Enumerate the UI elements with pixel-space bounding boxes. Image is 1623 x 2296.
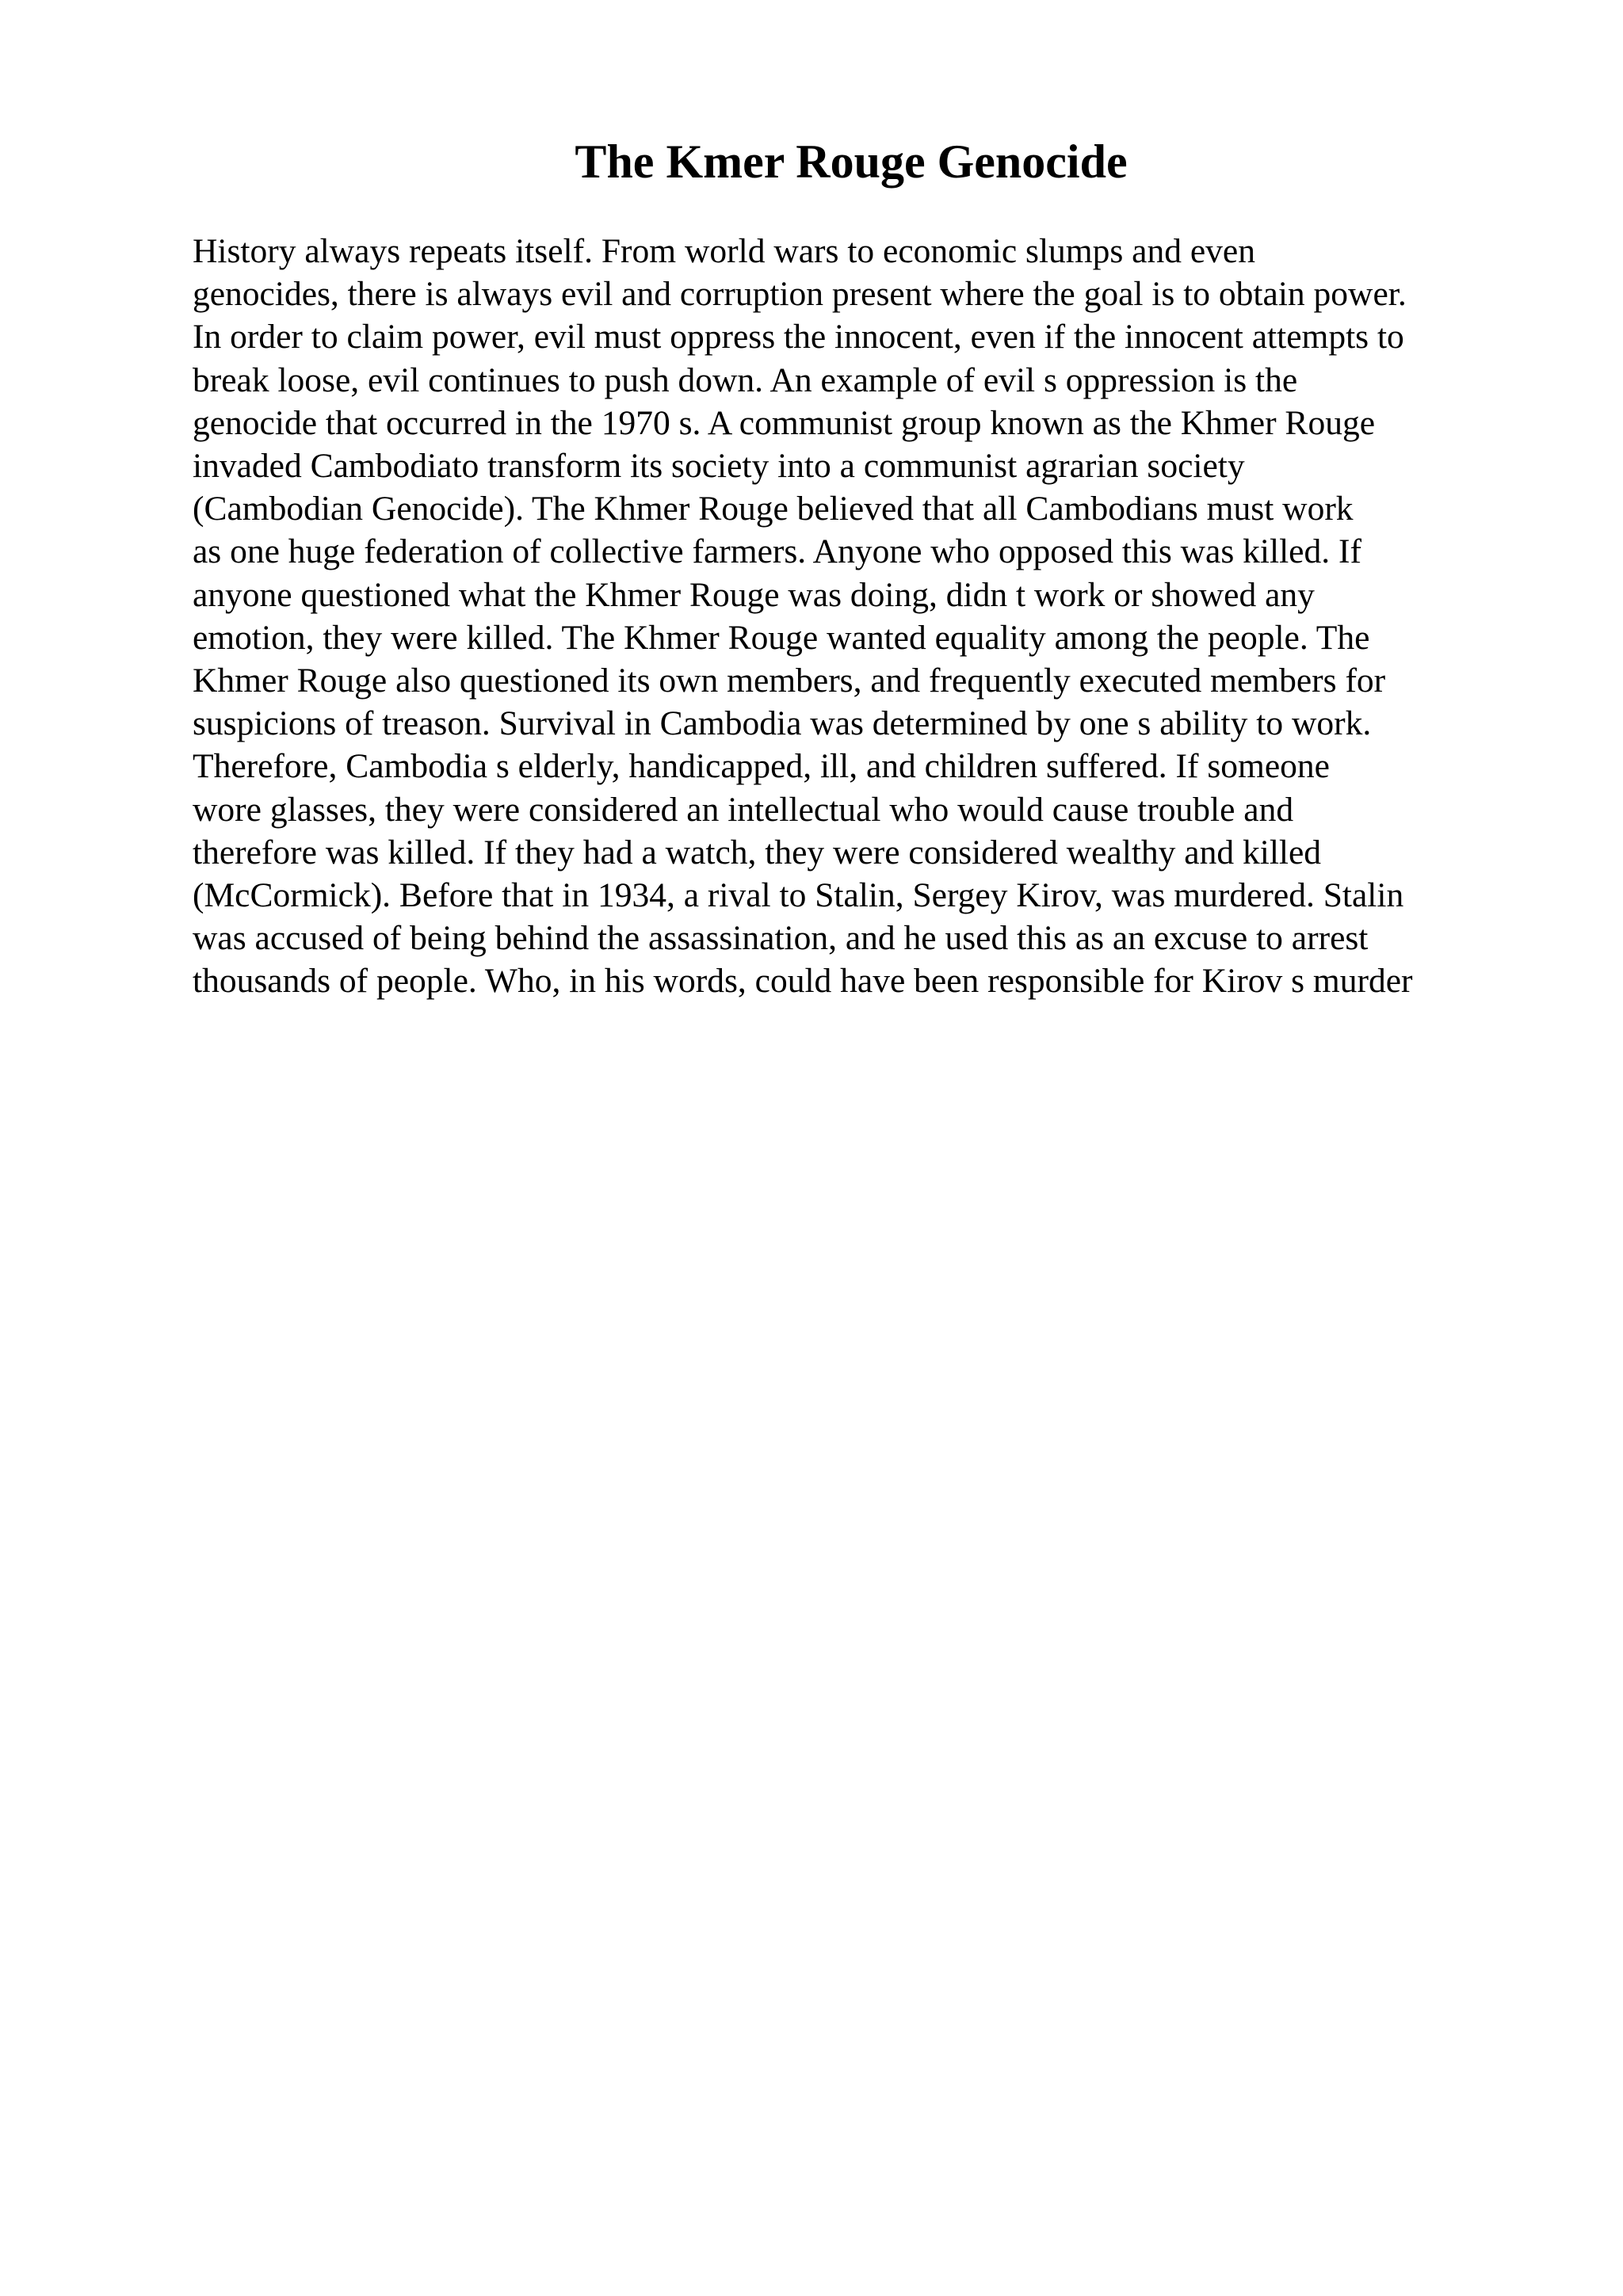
text-line: Therefore, Cambodia s elderly, handicapped, ill, and children suffered. If someone (193, 747, 1330, 786)
text-line: therefore was killed. If they had a watch, they were considered wealthy and killed (193, 833, 1322, 871)
text-line: break loose, evil continues to push down. An example of evil s oppression is the (193, 360, 1298, 399)
text-line: was accused of being behind the assassination, and he used this as an excuse to arrest (193, 919, 1369, 958)
text-line: anyone questioned what the Khmer Rouge was doing, didn t work or showed any (193, 575, 1315, 614)
text-line: suspicions of treason. Survival in Cambodia was determined by one s ability to work. (193, 704, 1372, 743)
text-line: (McCormick). Before that in 1934, a rival to Stalin, Sergey Kirov, was murdered. Stalin (193, 876, 1404, 915)
text-line: invaded Cambodiato transform its society into a communist agrarian society (193, 447, 1245, 486)
text-line: Khmer Rouge also questioned its own members, and frequently executed members for (193, 662, 1386, 700)
document-title: The Kmer Rouge Genocide (575, 135, 1128, 188)
text-line: History always repeats itself. From world wars to economic slumps and even (193, 232, 1255, 270)
text-line: wore glasses, they were considered an intellectual who would cause trouble and (193, 790, 1294, 829)
text-line: (Cambodian Genocide). The Khmer Rouge believed that all Cambodians must work (193, 490, 1354, 528)
text-line: genocide that occurred in the 1970 s. A communist group known as the Khmer Rouge (193, 403, 1375, 442)
text-line: thousands of people. Who, in his words, could have been responsible for Kirov s murder (193, 962, 1413, 1001)
text-line: emotion, they were killed. The Khmer Rouge wanted equality among the people. The (193, 618, 1370, 657)
text-line: genocides, there is always evil and corruption present where the goal is to obtain power. (193, 275, 1407, 314)
body-paragraph (193, 230, 1619, 1003)
text-line: In order to claim power, evil must oppress the innocent, even if the innocent attempts to (193, 318, 1404, 357)
text-line: as one huge federation of collective farmers. Anyone who opposed this was killed. If (193, 532, 1361, 571)
